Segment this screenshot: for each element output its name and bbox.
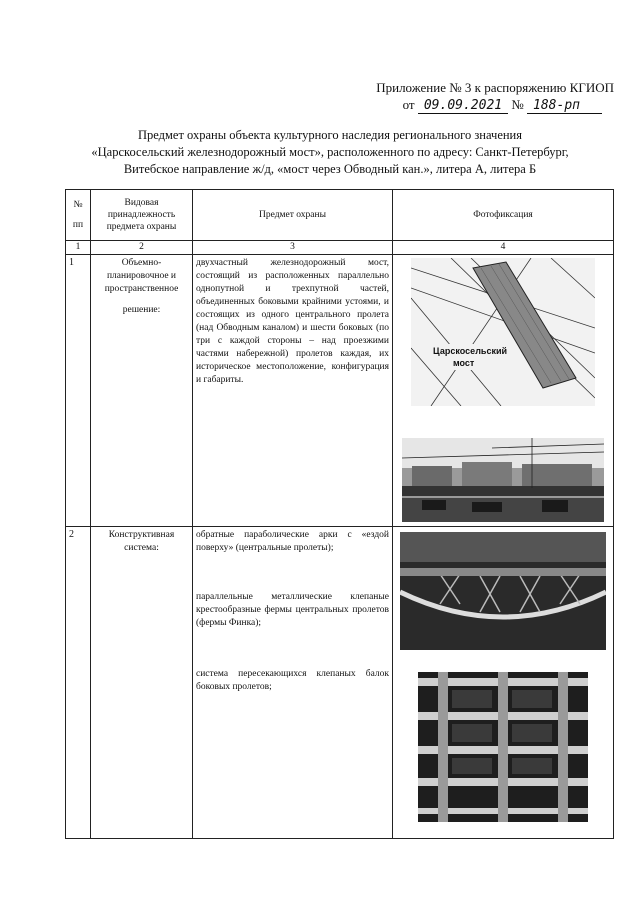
map-label-bridge: мост (453, 358, 475, 368)
col-number-4: 4 (393, 241, 614, 255)
site-plan-image (411, 258, 595, 406)
order-number: 188-рп (527, 98, 602, 114)
row-2-number: 2 (66, 527, 91, 839)
col-number-3: 3 (193, 241, 393, 255)
row-2-subject (193, 527, 393, 839)
row-1-number: 1 (66, 255, 91, 527)
number-label: № (511, 97, 524, 112)
order-date: 09.09.2021 (418, 98, 508, 114)
table-row (66, 255, 614, 527)
row-2-photos (393, 527, 614, 839)
row-2-subject-trusses: параллельные металлические клепаные крестообразные фермы центральных пролетов (фермы Финка); (196, 592, 389, 628)
appendix-heading: Приложение № 3 к распоряжению КГИОП (376, 80, 614, 95)
row-2-subject-beams: система пересекающихся клепаных балок боковых пролетов; (196, 669, 389, 692)
row-1-category-text: Объемно-планировочное и пространственное (104, 258, 179, 294)
protection-table (65, 189, 614, 839)
header-num-symbol: № (73, 200, 83, 210)
table-row (66, 527, 614, 839)
title-line-3: Витебское направление ж/д, «мост через Обводный кан.», литера А, литера Б (123, 162, 537, 176)
title-line-2: «Царскосельский железнодорожный мост», расположенного по адресу: Санкт-Петербург, (91, 145, 569, 159)
title-line-1: Предмет охраны объекта культурного наследия регионального значения (137, 128, 522, 142)
beam-grid-photo (418, 672, 588, 822)
order-date-line (403, 97, 602, 113)
col-number-2: 2 (91, 241, 193, 255)
row-2-subject-arches: обратные параболические арки с «ездой поверху» (центральные пролеты); (196, 530, 389, 553)
row-1-photos (393, 255, 614, 527)
col-number-1: 1 (66, 241, 91, 255)
map-label-bridge-name: Царскосельский (433, 346, 508, 356)
document-title (60, 127, 600, 178)
bridge-photo-street-view (402, 438, 604, 522)
header-num (66, 190, 91, 241)
from-label: от (402, 97, 415, 112)
column-number-row (66, 241, 614, 255)
row-1-subject: двухчастный железнодорожный мост, состоящий из расположенных параллельно однопутной и трехпутной частей, объединенных боковыми крайними устоями, и состоящих из одного центрального пролета (над Обводным каналом) и шести боковых (по три с каждой стороны – над проезжими частями набережной) пролетов каждая, их историческое местоположение, конфигурация и габариты. (193, 255, 393, 527)
row-1-category (91, 255, 193, 527)
header-photo: Фотофиксация (393, 190, 614, 241)
arch-truss-photo (400, 532, 606, 650)
header-num-abbr: пп (72, 220, 84, 230)
row-1-category-suffix: решение: (122, 305, 161, 315)
header-subject: Предмет охраны (193, 190, 393, 241)
header-category: Видовая принадлежность предмета охраны (91, 190, 193, 241)
row-2-category: Конструктивная система: (91, 527, 193, 839)
table-header-row (66, 190, 614, 241)
